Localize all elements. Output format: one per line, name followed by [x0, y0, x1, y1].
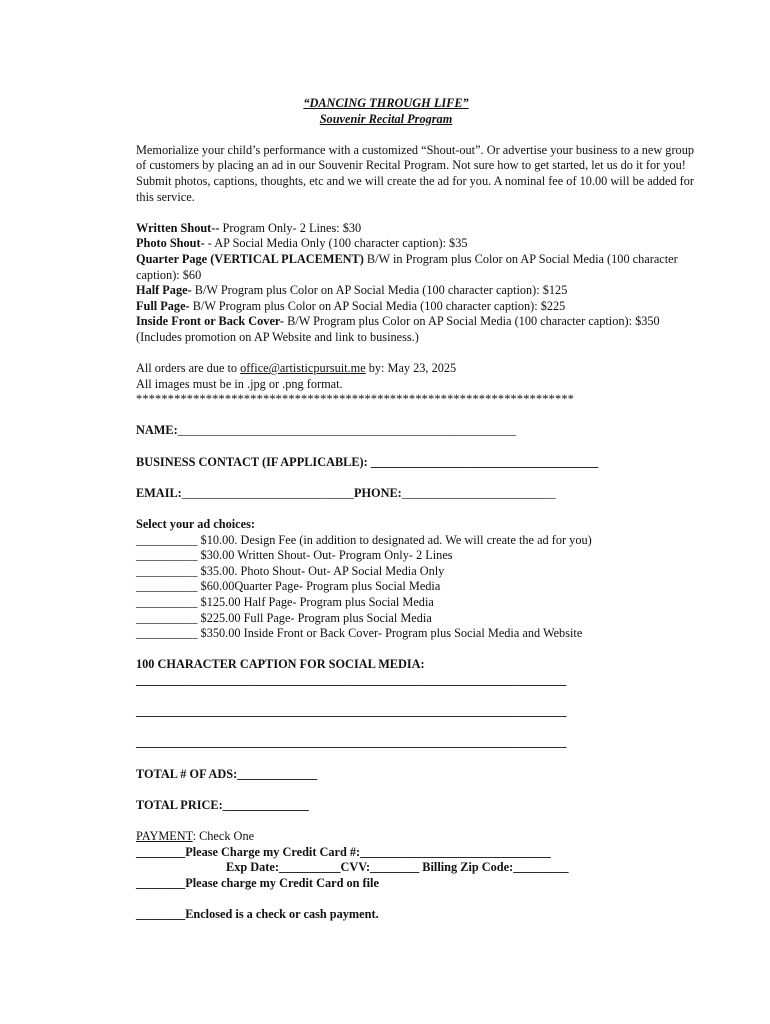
pricing-item-desc: B/W Program plus Color on AP Social Media (100 character caption): $225	[189, 298, 566, 313]
pricing-item-desc: B/W Program plus Color on AP Social Media (100 character caption): $125	[191, 283, 568, 298]
orders-due-date: by: May 23, 2025	[365, 361, 457, 376]
total-price-label: TOTAL PRICE:	[136, 797, 223, 812]
total-ads-field[interactable]	[136, 767, 696, 783]
ad-choice-blank[interactable]: __________	[136, 626, 198, 641]
payment-heading	[136, 829, 696, 845]
ad-choice-label: $10.00. Design Fee (in addition to designated ad. We will create the ad for you)	[197, 532, 592, 547]
pricing-item-desc: B/W Program plus Color on AP Social Media (100 character caption): $350 (Includes promotion on AP Website and link to business.)	[136, 314, 660, 344]
orders-due-prefix: All orders are due to	[136, 361, 241, 376]
card-on-file-option[interactable]	[136, 876, 696, 892]
intro-paragraph: Memorialize your child’s performance with a customized “Shout-out”. Or advertise your business to a new group of customers by placing an ad in our Souvenir Recital Program. Not sure how to get started, let us do it for you! Submit photos, captions, thoughts, etc and we will create the ad for you. A nominal fee of 10.00 will be added for this service.	[136, 142, 695, 204]
pricing-item	[136, 221, 696, 237]
zip-blank[interactable]: _________	[513, 860, 569, 875]
total-price-blank[interactable]: ______________	[222, 797, 309, 812]
ad-choice-label: $350.00 Inside Front or Back Cover- Program plus Social Media and Website	[197, 626, 583, 641]
exp-date-blank[interactable]: __________	[278, 860, 341, 875]
pricing-item-name: Written Shout--	[136, 220, 220, 235]
ad-choice-item[interactable]	[136, 579, 696, 595]
name-field[interactable]	[136, 423, 696, 439]
caption-line[interactable]: ______________________________________________________________________	[136, 704, 567, 719]
total-price-field[interactable]	[136, 798, 696, 814]
cvv-blank[interactable]: ________	[370, 860, 420, 875]
phone-label: PHONE:	[353, 485, 402, 500]
ad-choice-item[interactable]	[136, 564, 696, 580]
phone-blank[interactable]: _________________________	[401, 485, 556, 500]
check-cash-label: Enclosed is a check or cash payment.	[185, 906, 379, 921]
pricing-item	[136, 299, 696, 315]
ad-choice-blank[interactable]: __________	[136, 579, 198, 594]
charge-card-option[interactable]	[136, 845, 696, 861]
ad-choice-blank[interactable]: __________	[136, 532, 198, 547]
email-label: EMAIL:	[136, 485, 182, 500]
pricing-item	[136, 252, 696, 283]
business-contact-blank[interactable]: _____________________________________	[367, 454, 599, 469]
page-subtitle: Souvenir Recital Program	[319, 111, 453, 126]
pricing-item	[136, 283, 696, 299]
ad-choice-blank[interactable]: __________	[136, 595, 198, 609]
ad-choice-label: $125.00 Half Page- Program plus Social Media	[197, 595, 434, 609]
cvv-label: CVV:	[340, 860, 371, 875]
card-number-blank[interactable]: _______________________________	[360, 844, 551, 859]
pricing-item-desc: B/W in Program plus Color on AP Social Media (100 character caption): $60	[136, 251, 678, 282]
email-link[interactable]: office@artisticpursuit.me	[240, 361, 366, 376]
pricing-item	[136, 314, 696, 345]
email-phone-field[interactable]	[136, 486, 696, 502]
pricing-item	[136, 236, 696, 252]
check-one-label: : Check One	[192, 828, 255, 843]
pricing-item-name: Quarter Page (VERTICAL PLACEMENT)	[136, 251, 364, 266]
ad-choices-list	[136, 533, 696, 642]
ad-choice-item[interactable]	[136, 533, 696, 549]
pricing-item-name: Photo Shout-	[136, 236, 205, 251]
ad-choices-heading: Select your ad choices:	[136, 517, 255, 532]
pricing-item-name: Full Page-	[136, 298, 190, 313]
card-on-file-label: Please charge my Credit Card on file	[185, 875, 379, 890]
ad-choice-item[interactable]	[136, 595, 696, 611]
ad-choice-label: $30.00 Written Shout- Out- Program Only- 2 Lines	[197, 548, 453, 563]
card-details-line	[136, 860, 696, 876]
divider-stars: *********************************************************************	[136, 392, 575, 407]
ad-choice-blank[interactable]: __________	[136, 610, 198, 625]
ad-choice-item[interactable]	[136, 626, 696, 642]
exp-date-label: Exp Date:	[226, 860, 279, 875]
ad-choice-label: $225.00 Full Page- Program plus Social Media	[197, 610, 432, 625]
pricing-item-name: Half Page-	[136, 283, 192, 298]
caption-line[interactable]: ______________________________________________________________________	[136, 672, 567, 687]
charge-card-blank[interactable]: ________	[136, 844, 186, 859]
total-ads-blank[interactable]: _____________	[237, 766, 318, 781]
ad-choice-label: $35.00. Photo Shout- Out- AP Social Media Only	[197, 563, 445, 578]
charge-card-label: Please Charge my Credit Card #:	[185, 844, 361, 859]
pricing-list	[136, 221, 696, 346]
business-contact-field[interactable]	[136, 455, 696, 471]
ad-choice-blank[interactable]: __________	[136, 563, 198, 578]
pricing-item-name: Inside Front or Back Cover-	[136, 314, 285, 329]
caption-line[interactable]: ______________________________________________________________________	[136, 735, 567, 750]
zip-label: Billing Zip Code:	[419, 860, 514, 875]
caption-heading: 100 CHARACTER CAPTION FOR SOCIAL MEDIA:	[136, 657, 425, 672]
email-blank[interactable]: ____________________________	[181, 485, 354, 500]
orders-due-line	[136, 361, 696, 377]
pricing-item-desc: - AP Social Media Only (100 character caption): $35	[204, 236, 468, 251]
payment-label: PAYMENT	[136, 828, 193, 843]
name-label: NAME:	[136, 423, 178, 438]
name-blank[interactable]: _______________________________________________________	[177, 423, 516, 438]
ad-choice-label: $60.00Quarter Page- Program plus Social Media	[197, 579, 441, 594]
page-title: “DANCING THROUGH LIFE”	[303, 96, 469, 110]
check-cash-blank[interactable]: ________	[136, 906, 186, 921]
card-on-file-blank[interactable]: ________	[136, 875, 186, 890]
document-content	[136, 96, 696, 922]
ad-choice-blank[interactable]: __________	[136, 548, 198, 563]
image-format-note: All images must be in .jpg or .png format.	[136, 376, 343, 391]
business-contact-label: BUSINESS CONTACT (IF APPLICABLE):	[136, 454, 368, 469]
check-cash-option[interactable]	[136, 907, 696, 923]
ad-choice-item[interactable]	[136, 611, 696, 627]
ad-choice-item[interactable]	[136, 548, 696, 564]
pricing-item-desc: Program Only- 2 Lines: $30	[219, 220, 362, 235]
total-ads-label: TOTAL # OF ADS:	[136, 766, 238, 781]
